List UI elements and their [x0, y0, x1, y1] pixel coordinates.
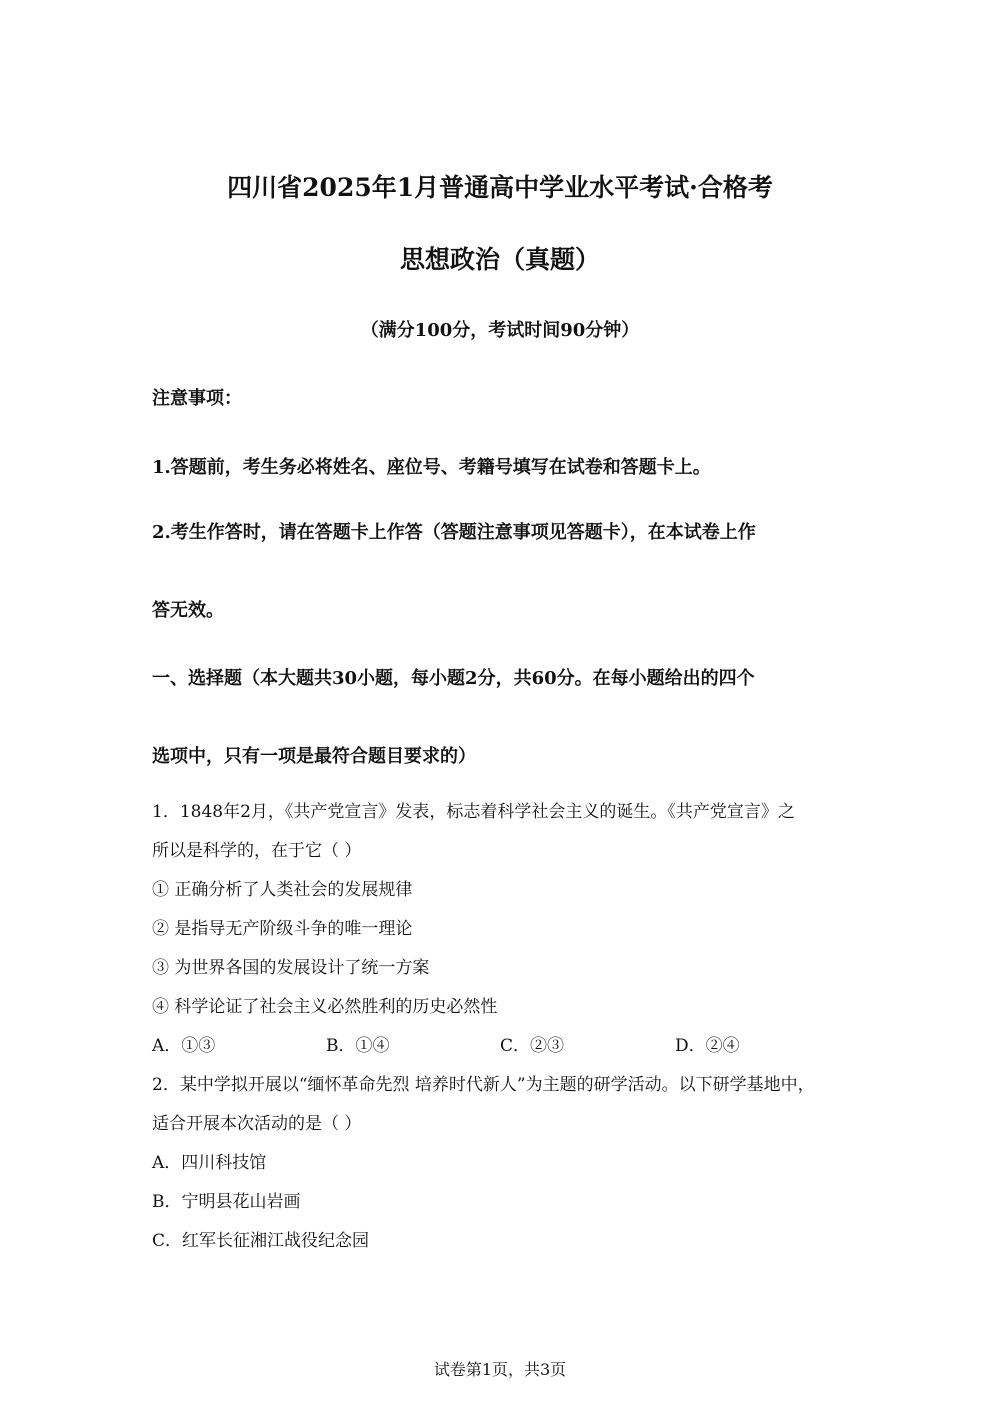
question-1-statement-4: ④ 科学论证了社会主义必然胜利的历史必然性	[152, 997, 498, 1017]
exam-title: 四川省2025年1月普通高中学业水平考试·合格考	[227, 173, 773, 202]
question-1-statement-3: ③ 为世界各国的发展设计了统一方案	[152, 958, 430, 978]
notice-item-1: 1.答题前，考生务必将姓名、座位号、考籍号填写在试卷和答题卡上。	[152, 457, 711, 478]
question-1-line1: 1．1848年2月，《共产党宣言》发表，标志着科学社会主义的诞生。《共产党宣言》之	[152, 802, 795, 822]
question-1-option-a: A．①③	[152, 1036, 216, 1056]
notice-heading: 注意事项：	[152, 388, 242, 409]
question-2-line2: 适合开展本次活动的是（ ）	[152, 1114, 362, 1134]
question-1-line2: 所以是科学的，在于它（ ）	[152, 841, 362, 861]
page-footer: 试卷第1页，共3页	[433, 1360, 567, 1379]
question-1-statement-1: ① 正确分析了人类社会的发展规律	[152, 880, 413, 900]
notice-item-2-line1: 2.考生作答时，请在答题卡上作答（答题注意事项见答题卡），在本试卷上作	[152, 522, 756, 543]
question-1-option-c: C．②③	[500, 1036, 565, 1056]
exam-subject-title: 思想政治（真题）	[399, 245, 600, 274]
question-2-line1: 2．某中学拟开展以“缅怀革命先烈 培养时代新人”为主题的研学活动。以下研学基地中，	[152, 1075, 815, 1095]
question-2-option-a: A．四川科技馆	[152, 1153, 267, 1173]
question-2-option-b: B．宁明县花山岩画	[152, 1192, 301, 1212]
question-1-statement-2: ② 是指导无产阶级斗争的唯一理论	[152, 919, 413, 939]
question-1-option-b: B．①④	[326, 1036, 390, 1056]
question-2-option-c: C．红军长征湘江战役纪念园	[152, 1231, 370, 1251]
notice-item-2-line2: 答无效。	[152, 600, 224, 621]
exam-score-time: （满分100分，考试时间90分钟）	[360, 320, 640, 341]
question-1-option-d: D．②④	[675, 1036, 740, 1056]
section-heading-line1: 一、选择题（本大题共30小题，每小题2分，共60分。在每小题给出的四个	[152, 668, 755, 689]
section-heading-line2: 选项中，只有一项是最符合题目要求的）	[152, 746, 476, 767]
